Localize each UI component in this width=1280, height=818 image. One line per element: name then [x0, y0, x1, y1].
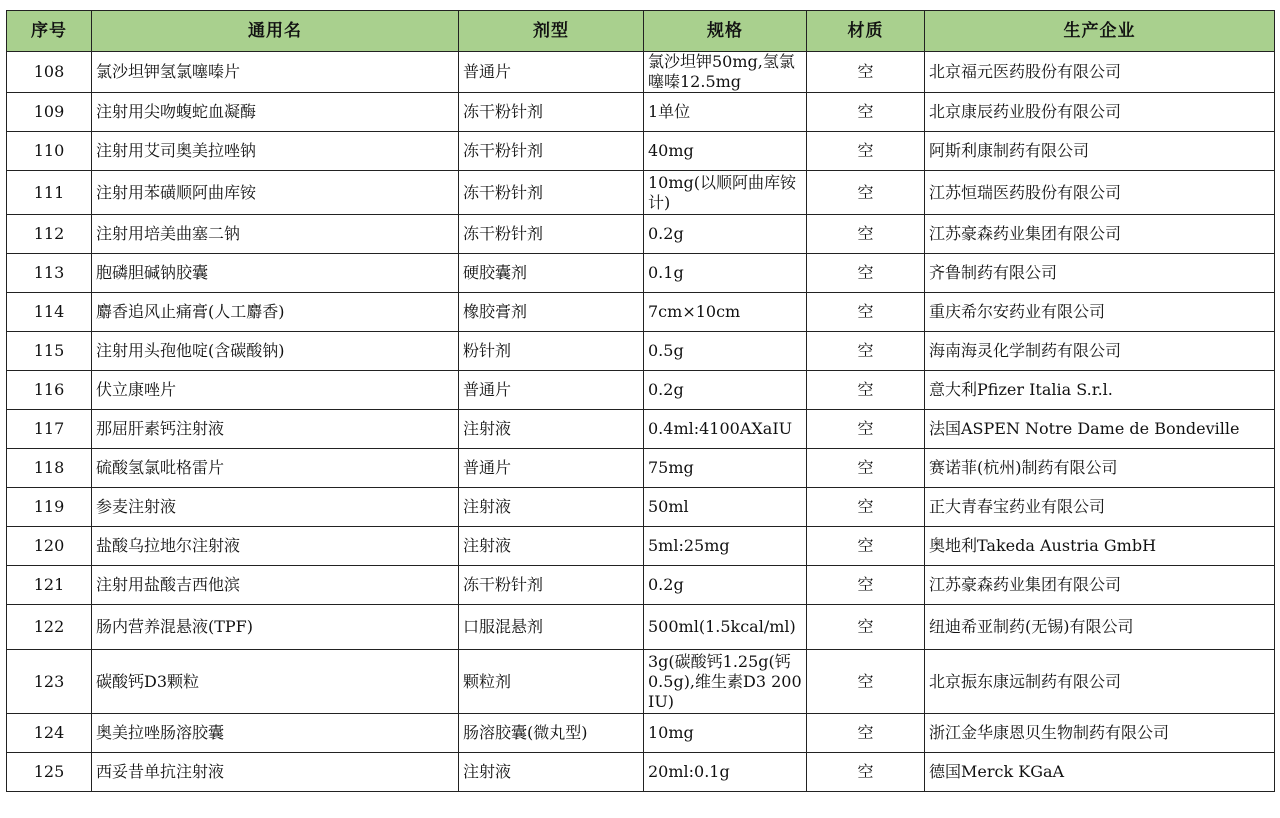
cell-material: 空: [807, 254, 925, 293]
cell-spec: 0.2g: [644, 371, 807, 410]
header-cell-material: 材质: [807, 11, 925, 52]
cell-form: 注射液: [459, 527, 644, 566]
cell-material: 空: [807, 488, 925, 527]
cell-name: 注射用头孢他啶(含碳酸钠): [92, 332, 459, 371]
cell-no: 125: [7, 753, 92, 792]
table-row: [7, 488, 1275, 527]
header-cell-no: 序号: [7, 11, 92, 52]
cell-no: 109: [7, 93, 92, 132]
cell-material: 空: [807, 293, 925, 332]
cell-name: 注射用培美曲塞二钠: [92, 215, 459, 254]
cell-spec: 20ml:0.1g: [644, 753, 807, 792]
cell-material: 空: [807, 753, 925, 792]
cell-material: 空: [807, 93, 925, 132]
table-row: [7, 410, 1275, 449]
cell-form: 橡胶膏剂: [459, 293, 644, 332]
cell-name: 麝香追风止痛膏(人工麝香): [92, 293, 459, 332]
table-row: [7, 293, 1275, 332]
cell-material: 空: [807, 410, 925, 449]
cell-maker: 意大利Pfizer Italia S.r.l.: [925, 371, 1275, 410]
table-row: [7, 566, 1275, 605]
cell-maker: 正大青春宝药业有限公司: [925, 488, 1275, 527]
table-row: [7, 52, 1275, 93]
cell-material: 空: [807, 714, 925, 753]
cell-maker: 北京康辰药业股份有限公司: [925, 93, 1275, 132]
cell-material: 空: [807, 215, 925, 254]
cell-no: 122: [7, 605, 92, 650]
cell-spec: 75mg: [644, 449, 807, 488]
cell-maker: 江苏豪森药业集团有限公司: [925, 215, 1275, 254]
cell-no: 119: [7, 488, 92, 527]
cell-form: 冻干粉针剂: [459, 215, 644, 254]
cell-material: 空: [807, 605, 925, 650]
table-row: [7, 171, 1275, 215]
table-row: [7, 332, 1275, 371]
cell-name: 注射用艾司奥美拉唑钠: [92, 132, 459, 171]
cell-no: 123: [7, 650, 92, 714]
cell-maker: 赛诺菲(杭州)制药有限公司: [925, 449, 1275, 488]
cell-name: 硫酸氢氯吡格雷片: [92, 449, 459, 488]
cell-no: 118: [7, 449, 92, 488]
cell-spec: 0.4ml:4100AXaIU: [644, 410, 807, 449]
cell-maker: 北京福元医药股份有限公司: [925, 52, 1275, 93]
cell-material: 空: [807, 650, 925, 714]
cell-no: 117: [7, 410, 92, 449]
cell-spec: 0.2g: [644, 566, 807, 605]
cell-spec: 40mg: [644, 132, 807, 171]
cell-form: 粉针剂: [459, 332, 644, 371]
cell-maker: 奥地利Takeda Austria GmbH: [925, 527, 1275, 566]
cell-form: 普通片: [459, 371, 644, 410]
cell-no: 108: [7, 52, 92, 93]
cell-material: 空: [807, 527, 925, 566]
cell-maker: 江苏恒瑞医药股份有限公司: [925, 171, 1275, 215]
table-row: [7, 449, 1275, 488]
table-row: [7, 132, 1275, 171]
table-body: [7, 52, 1275, 792]
cell-no: 112: [7, 215, 92, 254]
table-row: [7, 93, 1275, 132]
cell-spec: 0.5g: [644, 332, 807, 371]
cell-name: 西妥昔单抗注射液: [92, 753, 459, 792]
cell-name: 伏立康唑片: [92, 371, 459, 410]
cell-no: 110: [7, 132, 92, 171]
drug-list-table: [6, 10, 1275, 792]
cell-name: 奥美拉唑肠溶胶囊: [92, 714, 459, 753]
cell-no: 113: [7, 254, 92, 293]
cell-material: 空: [807, 332, 925, 371]
cell-spec: 500ml(1.5kcal/ml): [644, 605, 807, 650]
cell-maker: 重庆希尔安药业有限公司: [925, 293, 1275, 332]
cell-spec: 10mg(以顺阿曲库铵计): [644, 171, 807, 215]
cell-spec: 氯沙坦钾50mg,氢氯噻嗪12.5mg: [644, 52, 807, 93]
cell-form: 颗粒剂: [459, 650, 644, 714]
cell-material: 空: [807, 566, 925, 605]
cell-spec: 7cm×10cm: [644, 293, 807, 332]
cell-no: 120: [7, 527, 92, 566]
cell-spec: 50ml: [644, 488, 807, 527]
cell-name: 注射用苯磺顺阿曲库铵: [92, 171, 459, 215]
cell-spec: 0.2g: [644, 215, 807, 254]
cell-maker: 纽迪希亚制药(无锡)有限公司: [925, 605, 1275, 650]
cell-material: 空: [807, 371, 925, 410]
cell-form: 冻干粉针剂: [459, 93, 644, 132]
cell-maker: 海南海灵化学制药有限公司: [925, 332, 1275, 371]
cell-name: 盐酸乌拉地尔注射液: [92, 527, 459, 566]
header-row: [7, 11, 1275, 52]
cell-form: 注射液: [459, 488, 644, 527]
cell-material: 空: [807, 132, 925, 171]
cell-maker: 浙江金华康恩贝生物制药有限公司: [925, 714, 1275, 753]
cell-form: 冻干粉针剂: [459, 132, 644, 171]
cell-no: 111: [7, 171, 92, 215]
cell-form: 肠溶胶囊(微丸型): [459, 714, 644, 753]
cell-name: 注射用尖吻蝮蛇血凝酶: [92, 93, 459, 132]
cell-name: 参麦注射液: [92, 488, 459, 527]
cell-material: 空: [807, 449, 925, 488]
cell-name: 碳酸钙D3颗粒: [92, 650, 459, 714]
cell-form: 冻干粉针剂: [459, 171, 644, 215]
header-cell-maker: 生产企业: [925, 11, 1275, 52]
cell-form: 普通片: [459, 449, 644, 488]
cell-no: 124: [7, 714, 92, 753]
cell-no: 115: [7, 332, 92, 371]
table-row: [7, 753, 1275, 792]
cell-maker: 法国ASPEN Notre Dame de Bondeville: [925, 410, 1275, 449]
cell-no: 114: [7, 293, 92, 332]
table-row: [7, 215, 1275, 254]
cell-maker: 阿斯利康制药有限公司: [925, 132, 1275, 171]
cell-material: 空: [807, 171, 925, 215]
cell-form: 注射液: [459, 753, 644, 792]
cell-form: 冻干粉针剂: [459, 566, 644, 605]
cell-spec: 10mg: [644, 714, 807, 753]
cell-form: 注射液: [459, 410, 644, 449]
table-row: [7, 650, 1275, 714]
cell-spec: 5ml:25mg: [644, 527, 807, 566]
cell-spec: 0.1g: [644, 254, 807, 293]
cell-form: 普通片: [459, 52, 644, 93]
table-row: [7, 527, 1275, 566]
table-row: [7, 605, 1275, 650]
cell-name: 肠内营养混悬液(TPF): [92, 605, 459, 650]
header-cell-spec: 规格: [644, 11, 807, 52]
cell-maker: 齐鲁制药有限公司: [925, 254, 1275, 293]
cell-material: 空: [807, 52, 925, 93]
table-row: [7, 371, 1275, 410]
cell-maker: 江苏豪森药业集团有限公司: [925, 566, 1275, 605]
cell-maker: 德国Merck KGaA: [925, 753, 1275, 792]
cell-maker: 北京振东康远制药有限公司: [925, 650, 1275, 714]
cell-no: 121: [7, 566, 92, 605]
cell-name: 氯沙坦钾氢氯噻嗪片: [92, 52, 459, 93]
table-row: [7, 254, 1275, 293]
cell-spec: 3g(碳酸钙1.25g(钙0.5g),维生素D3 200IU): [644, 650, 807, 714]
cell-name: 那屈肝素钙注射液: [92, 410, 459, 449]
cell-name: 胞磷胆碱钠胶囊: [92, 254, 459, 293]
cell-name: 注射用盐酸吉西他滨: [92, 566, 459, 605]
header-cell-form: 剂型: [459, 11, 644, 52]
cell-form: 硬胶囊剂: [459, 254, 644, 293]
cell-spec: 1单位: [644, 93, 807, 132]
table-row: [7, 714, 1275, 753]
cell-no: 116: [7, 371, 92, 410]
cell-form: 口服混悬剂: [459, 605, 644, 650]
header-cell-name: 通用名: [92, 11, 459, 52]
